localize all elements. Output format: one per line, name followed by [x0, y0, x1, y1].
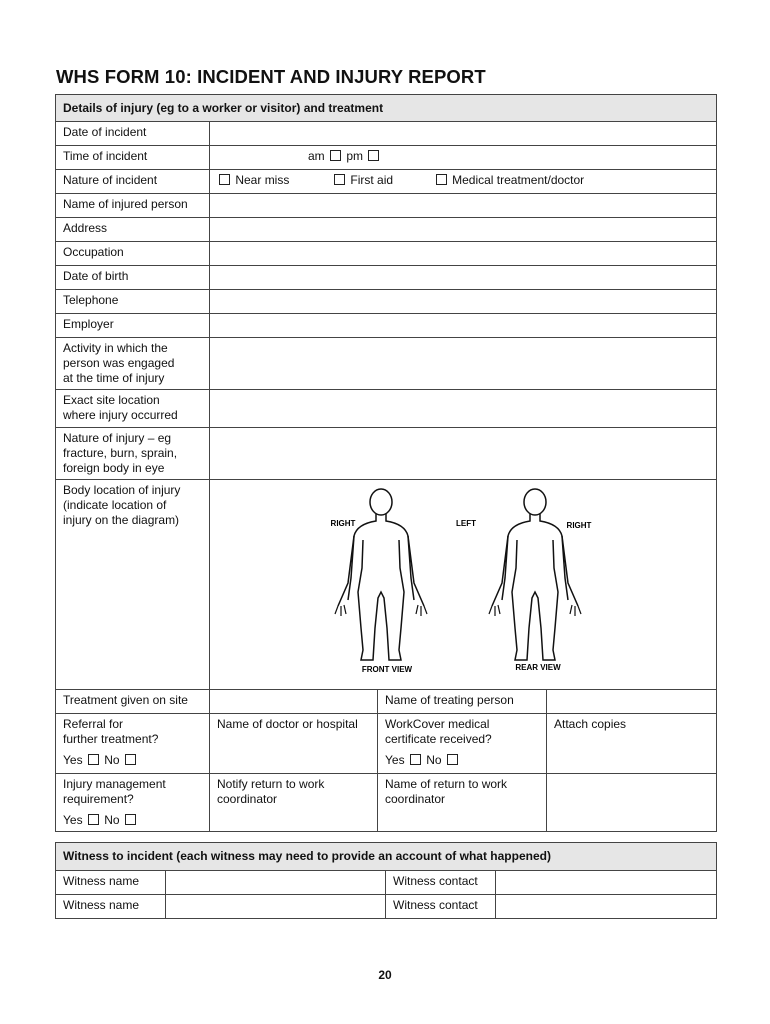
address-label: Address	[56, 218, 210, 242]
witness-contact-label-2: Witness contact	[386, 895, 496, 919]
date-of-incident-label: Date of incident	[56, 122, 210, 146]
nature-injury-line-1: Nature of injury – eg	[63, 431, 172, 445]
label-rear-view: REAR VIEW	[515, 663, 561, 672]
injured-person-label: Name of injured person	[56, 194, 210, 218]
referral-cell	[56, 714, 210, 774]
rear-figure[interactable]	[489, 489, 581, 660]
am-checkbox[interactable]	[330, 150, 341, 161]
pm-checkbox[interactable]	[368, 150, 379, 161]
body-diagram-cell[interactable]	[210, 480, 717, 690]
injury-details-table	[55, 94, 717, 832]
medical-treatment-label: Medical treatment/doctor	[452, 173, 585, 187]
injury-mgmt-no-label: No	[104, 813, 120, 827]
form-title: WHS FORM 10: INCIDENT AND INJURY REPORT	[56, 66, 486, 87]
witness-contact-field-2[interactable]	[496, 895, 717, 919]
injury-mgmt-no-checkbox[interactable]	[125, 814, 136, 825]
injury-mgmt-line-1: Injury management	[63, 777, 166, 791]
body-diagram[interactable]	[210, 480, 716, 688]
occupation-label: Occupation	[56, 242, 210, 266]
am-label: am	[308, 149, 325, 163]
referral-no-checkbox[interactable]	[125, 754, 136, 765]
page-number: 20	[378, 968, 392, 982]
doctor-hospital-cell[interactable]	[210, 714, 378, 774]
employer-field[interactable]	[210, 314, 717, 338]
activity-line-3: at the time of injury	[63, 371, 165, 385]
telephone-field[interactable]	[210, 290, 717, 314]
time-of-incident-field[interactable]	[210, 146, 717, 170]
witness-contact-label-1: Witness contact	[386, 871, 496, 895]
workcover-line-1: WorkCover medical	[385, 717, 490, 731]
nature-of-injury-field[interactable]	[210, 428, 717, 480]
injury-mgmt-cell	[56, 774, 210, 832]
witness-table	[55, 842, 717, 919]
near-miss-label: Near miss	[235, 173, 290, 187]
treating-person-field[interactable]	[547, 690, 717, 714]
date-of-birth-field[interactable]	[210, 266, 717, 290]
witness-name-label-1: Witness name	[56, 871, 166, 895]
nature-of-incident-field	[210, 170, 717, 194]
notify-return-line-2: coordinator	[217, 792, 278, 806]
site-location-field[interactable]	[210, 390, 717, 428]
body-location-line-1: Body location of injury	[63, 483, 181, 497]
name-return-line-1: Name of return to work	[385, 777, 508, 791]
site-location-line-1: Exact site location	[63, 393, 160, 407]
employer-label: Employer	[56, 314, 210, 338]
body-location-label	[56, 480, 210, 690]
workcover-line-2: certificate received?	[385, 732, 492, 746]
witness-name-field-1[interactable]	[166, 871, 386, 895]
workcover-yes-checkbox[interactable]	[410, 754, 421, 765]
workcover-cell	[378, 714, 547, 774]
date-of-incident-field[interactable]	[210, 122, 717, 146]
notify-return-cell[interactable]	[210, 774, 378, 832]
doctor-hospital-label: Name of doctor or hospital	[217, 717, 358, 731]
referral-line-2: further treatment?	[63, 732, 159, 746]
attach-copies-cell[interactable]	[547, 714, 717, 774]
activity-label	[56, 338, 210, 390]
workcover-no-label: No	[426, 753, 442, 767]
first-aid-checkbox[interactable]	[334, 174, 345, 185]
injury-mgmt-yes-label: Yes	[63, 813, 83, 827]
nature-injury-line-2: fracture, burn, sprain,	[63, 446, 178, 460]
section-header-witness: Witness to incident (each witness may need to provide an account of what happened)	[56, 843, 717, 871]
first-aid-label: First aid	[350, 173, 394, 187]
treatment-on-site-field[interactable]	[210, 690, 378, 714]
site-location-line-2: where injury occurred	[63, 408, 178, 422]
label-right-rear: RIGHT	[566, 521, 592, 530]
address-field[interactable]	[210, 218, 717, 242]
nature-injury-line-3: foreign body in eye	[63, 461, 165, 475]
telephone-label: Telephone	[56, 290, 210, 314]
activity-line-2: person was engaged	[63, 356, 175, 370]
notify-return-line-1: Notify return to work	[217, 777, 325, 791]
treatment-on-site-label: Treatment given on site	[56, 690, 210, 714]
date-of-birth-label: Date of birth	[56, 266, 210, 290]
injury-mgmt-yes-checkbox[interactable]	[88, 814, 99, 825]
body-location-line-3: injury on the diagram)	[63, 513, 180, 527]
attach-copies-label: Attach copies	[554, 717, 627, 731]
section-header-injury: Details of injury (eg to a worker or visitor) and treatment	[56, 95, 717, 122]
referral-no-label: No	[104, 753, 120, 767]
treating-person-label: Name of treating person	[378, 690, 547, 714]
witness-name-label-2: Witness name	[56, 895, 166, 919]
label-right-front: RIGHT	[330, 519, 356, 528]
workcover-yes-label: Yes	[385, 753, 405, 767]
referral-yes-label: Yes	[63, 753, 83, 767]
referral-line-1: Referral for	[63, 717, 124, 731]
label-left: LEFT	[456, 519, 476, 528]
medical-treatment-checkbox[interactable]	[436, 174, 447, 185]
nature-of-injury-label	[56, 428, 210, 480]
workcover-no-checkbox[interactable]	[447, 754, 458, 765]
witness-name-field-2[interactable]	[166, 895, 386, 919]
body-location-line-2: (indicate location of	[63, 498, 167, 512]
pm-label: pm	[346, 149, 364, 163]
injury-mgmt-line-2: requirement?	[63, 792, 134, 806]
occupation-field[interactable]	[210, 242, 717, 266]
label-front-view: FRONT VIEW	[361, 665, 413, 674]
name-return-line-2: coordinator	[385, 792, 446, 806]
witness-contact-field-1[interactable]	[496, 871, 717, 895]
nature-of-incident-label: Nature of incident	[56, 170, 210, 194]
referral-yes-checkbox[interactable]	[88, 754, 99, 765]
name-return-field[interactable]	[547, 774, 717, 832]
time-of-incident-label: Time of incident	[56, 146, 210, 170]
site-location-label	[56, 390, 210, 428]
activity-line-1: Activity in which the	[63, 341, 168, 355]
front-figure[interactable]	[335, 489, 427, 660]
injured-person-field[interactable]	[210, 194, 717, 218]
activity-field[interactable]	[210, 338, 717, 390]
name-return-cell	[378, 774, 547, 832]
near-miss-checkbox[interactable]	[219, 174, 230, 185]
